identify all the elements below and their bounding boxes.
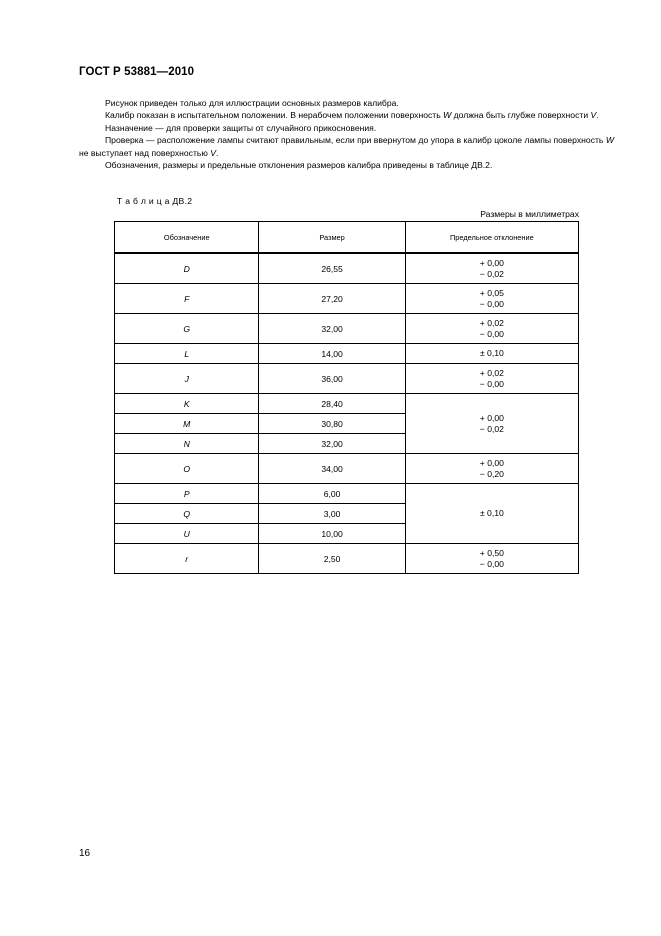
tolerance-cell: + 0,05 − 0,00 xyxy=(405,284,578,314)
size-cell: 36,00 xyxy=(259,364,405,394)
table-row xyxy=(115,314,579,344)
table-row xyxy=(115,544,579,574)
tolerance-cell: + 0,00 − 0,02 xyxy=(405,253,578,284)
symbol-cell: D xyxy=(115,253,259,284)
symbol-cell: M xyxy=(115,414,259,434)
table-row xyxy=(115,253,579,284)
paragraph-3: Назначение — для проверки защиты от случайного прикосновения. xyxy=(105,122,377,133)
tolerance-cell: + 0,02 − 0,00 xyxy=(405,314,578,344)
size-cell: 27,20 xyxy=(259,284,405,314)
paragraph-4: Проверка — расположение лампы считают правильным, если при ввернутом до упора в калибр цоколе лампы поверхность W не выступает над поверхностью V. xyxy=(79,135,614,158)
symbol-cell: O xyxy=(115,454,259,484)
symbol-cell: P xyxy=(115,484,259,504)
tolerance-cell: + 0,02 − 0,00 xyxy=(405,364,578,394)
size-cell: 30,80 xyxy=(259,414,405,434)
table-row xyxy=(115,484,579,504)
tolerance-cell: + 0,00 − 0,20 xyxy=(405,454,578,484)
paragraph-1: Рисунок приведен только для иллюстрации основных размеров калибра. xyxy=(105,98,399,108)
body-text xyxy=(79,97,614,171)
table-units: Размеры в миллиметрах xyxy=(480,209,579,219)
size-cell: 2,50 xyxy=(259,544,405,574)
page-number: 16 xyxy=(79,848,91,859)
table-caption: Т а б л и ц а ДВ.2 xyxy=(117,196,193,206)
size-cell: 28,40 xyxy=(259,394,405,414)
tolerance-cell-group-pqu: ± 0,10 xyxy=(405,484,578,544)
column-header-symbol: Обозначение xyxy=(115,222,259,254)
size-cell: 10,00 xyxy=(259,524,405,544)
table-row xyxy=(115,364,579,394)
table-row xyxy=(115,344,579,364)
paragraph-2: Калибр показан в испытательном положении. В нерабочем положении поверхность W должна быть глубже поверхности V. xyxy=(105,110,599,121)
table-row xyxy=(115,284,579,314)
size-cell: 32,00 xyxy=(259,314,405,344)
symbol-cell: F xyxy=(115,284,259,314)
size-cell: 34,00 xyxy=(259,454,405,484)
column-header-size: Размер xyxy=(259,222,405,254)
table-row xyxy=(115,454,579,484)
symbol-cell: Q xyxy=(115,504,259,524)
document-code: ГОСТ Р 53881—2010 xyxy=(79,66,195,78)
size-cell: 3,00 xyxy=(259,504,405,524)
tolerance-cell: + 0,50 − 0,00 xyxy=(405,544,578,574)
size-cell: 26,55 xyxy=(259,253,405,284)
table-header-row xyxy=(115,222,579,254)
symbol-cell: r xyxy=(115,544,259,574)
symbol-cell: U xyxy=(115,524,259,544)
table-row xyxy=(115,394,579,414)
tolerance-cell-group-kmn: + 0,00 − 0,02 xyxy=(405,394,578,454)
symbol-cell: J xyxy=(115,364,259,394)
tolerance-cell: ± 0,10 xyxy=(405,344,578,364)
symbol-cell: L xyxy=(115,344,259,364)
dimensions-table xyxy=(114,221,579,574)
symbol-cell: N xyxy=(115,434,259,454)
symbol-cell: K xyxy=(115,394,259,414)
symbol-cell: G xyxy=(115,314,259,344)
size-cell: 32,00 xyxy=(259,434,405,454)
paragraph-5: Обозначения, размеры и предельные отклонения размеров калибра приведены в таблице ДВ.2. xyxy=(105,160,493,171)
column-header-tolerance: Предельное отклонение xyxy=(405,222,578,254)
size-cell: 6,00 xyxy=(259,484,405,504)
size-cell: 14,00 xyxy=(259,344,405,364)
